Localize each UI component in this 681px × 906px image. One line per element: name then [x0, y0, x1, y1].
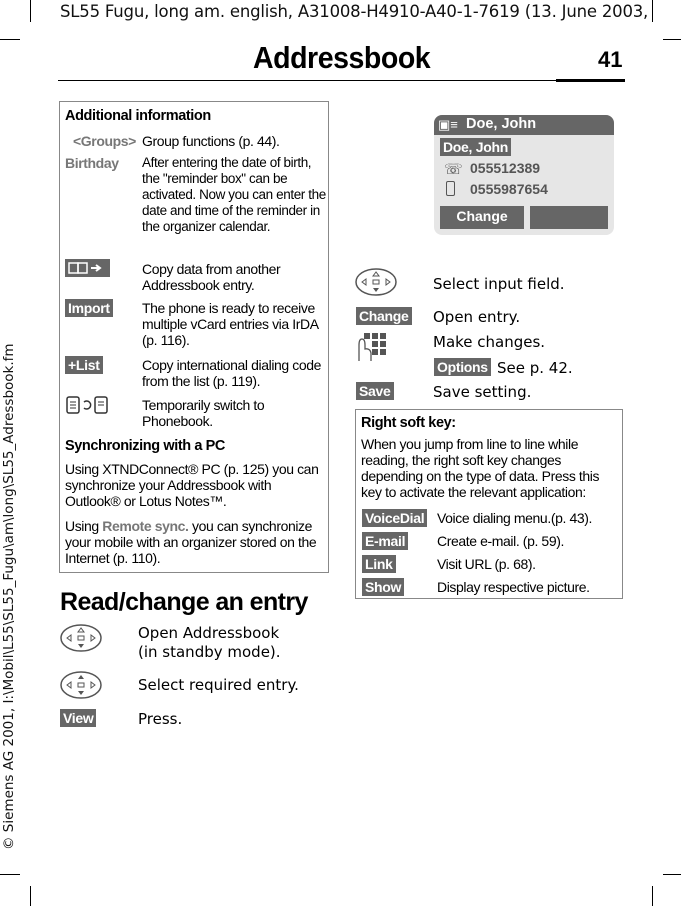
remote-sync-term: Remote sync. — [102, 518, 189, 534]
step-press: Press. — [138, 710, 183, 728]
step-save-setting: Save setting. — [433, 383, 532, 401]
step-see-page: See p. 42. — [497, 359, 573, 377]
keypad-icon — [354, 331, 386, 368]
read-change-heading: Read/change an entry — [60, 588, 308, 616]
page-number: 41 — [598, 47, 623, 72]
crop-mark — [652, 886, 653, 906]
save-softkey: Save — [356, 382, 394, 400]
switch-phonebook-icon — [65, 395, 115, 418]
import-softkey: Import — [65, 299, 113, 317]
nav-key-up-icon — [59, 623, 103, 658]
view-softkey: View — [60, 709, 96, 727]
left-softkey-change[interactable]: Change — [440, 206, 524, 229]
switch-phonebook-desc: Temporarily switch to Phonebook. — [142, 397, 265, 429]
nav-key-updown-icon — [59, 670, 103, 705]
display-title: Doe, John — [466, 116, 537, 132]
addressbook-icon: ▣≡ — [438, 117, 458, 132]
crop-mark — [30, 886, 31, 906]
sidebar-file-path: © Siemens AG 2001, I:\Mobil\L55\SL55_Fugu\am\long\SL55_Adressbook.fm — [1, 343, 17, 850]
voicedial-desc: Voice dialing menu.(p. 43). — [437, 510, 592, 526]
plus-list-desc: Copy international dialing code from the list (p. 119). — [142, 357, 322, 389]
display-phone-number: 055512389 — [470, 160, 541, 176]
right-softkey-empty[interactable] — [530, 206, 608, 229]
copy-data-desc: Copy data from another Addressbook entry. — [142, 261, 281, 293]
phone-display — [434, 115, 614, 235]
additional-info-heading: Additional information — [65, 108, 211, 124]
step-open-addressbook — [138, 624, 281, 662]
sync-paragraph-1: Using XTNDConnect® PC (p. 125) you can synchronize your Addressbook with Outlook® or Lotus Notes™. — [65, 461, 319, 509]
sync-p2-post: you can synchronize your mobile with an organizer stored on the Internet (p. 110). — [65, 518, 317, 566]
link-desc: Visit URL (p. 68). — [437, 556, 536, 572]
groups-desc: Group functions (p. 44). — [142, 133, 280, 149]
show-desc: Display respective picture. — [437, 579, 590, 595]
voicedial-softkey: VoiceDial — [362, 509, 427, 527]
step-text: (in standby mode). — [138, 643, 281, 661]
display-mobile-number: 0555987654 — [470, 181, 548, 197]
email-desc: Create e-mail. (p. 59). — [437, 533, 564, 549]
crop-mark — [663, 874, 681, 875]
import-desc: The phone is ready to receive multiple vCard entries via IrDA (p. 116). — [142, 300, 318, 348]
birthday-key: Birthday — [65, 155, 119, 171]
crop-mark — [0, 39, 20, 40]
telephone-icon: ☏ — [444, 161, 463, 178]
crop-mark — [663, 39, 681, 40]
sync-paragraph-2 — [65, 518, 327, 566]
display-title-bar — [434, 115, 614, 135]
sync-heading: Synchronizing with a PC — [65, 438, 225, 454]
show-softkey: Show — [362, 578, 404, 596]
header-rule — [58, 80, 625, 81]
crop-mark — [0, 874, 20, 875]
step-make-changes: Make changes. — [433, 333, 546, 351]
email-softkey: E-mail — [362, 532, 408, 550]
header-rule-accent — [556, 79, 625, 82]
sync-p2-pre: Using — [65, 518, 103, 534]
options-softkey: Options — [434, 358, 491, 376]
right-soft-key-description: When you jump from line to line while reading, the right soft key changes depending on the type of data. Press this key to activate the relevant application: — [361, 436, 600, 500]
nav-key-icon — [354, 267, 398, 302]
additional-info-box — [59, 101, 329, 573]
change-softkey: Change — [356, 307, 412, 325]
step-select-entry: Select required entry. — [138, 676, 299, 694]
link-softkey: Link — [362, 555, 396, 573]
page-title: Addressbook — [253, 40, 431, 75]
display-name-field: Doe, John — [440, 138, 511, 156]
groups-key: <Groups> — [73, 133, 136, 149]
birthday-desc: After entering the date of birth, the "reminder box" can be activated. Now you can enter the date and time of the reminder in the organizer calendar. — [142, 155, 326, 234]
step-text: Open Addressbook — [138, 624, 280, 642]
mobile-phone-icon — [446, 181, 455, 196]
right-soft-key-heading: Right soft key: — [361, 415, 456, 431]
step-select-input-field: Select input field. — [433, 275, 565, 293]
plus-list-softkey: +List — [65, 356, 103, 374]
crop-mark — [652, 0, 653, 22]
right-soft-key-box — [355, 409, 623, 599]
book-arrow-icon — [65, 259, 110, 277]
crop-mark — [30, 0, 31, 22]
running-header: SL55 Fugu, long am. english, A31008-H4910-A40-1-7619 (13. June 2003, — [60, 2, 649, 21]
step-open-entry: Open entry. — [433, 308, 521, 326]
